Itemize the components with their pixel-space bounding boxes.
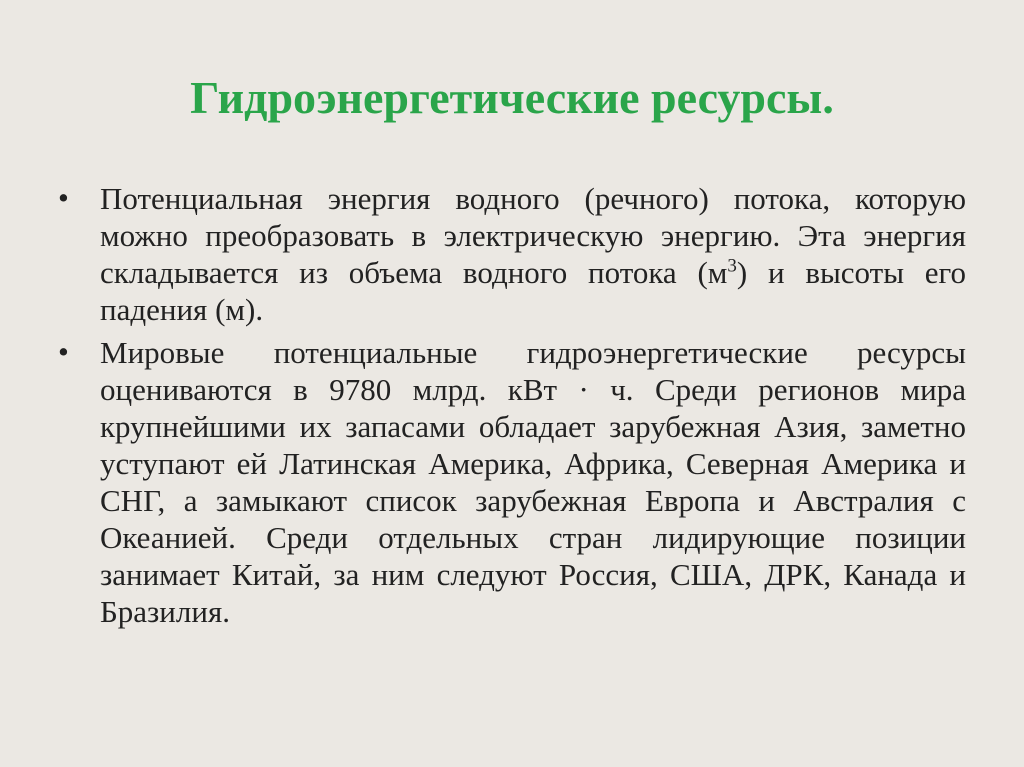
bullet-text-2: Мировые потенциальные гидроэнергетические ресурсы оцениваются в 9780 млрд. кВт · ч. Среди регионов мира крупнейшими их запасами обладает зарубежная Азия, заметно уступают ей Латинская Америка, Африка, Северная Америка и СНГ, а замыкают список зарубежная Европа и Австралия с Океанией. Среди отдельных стран лидирующие позиции занимает Китай, за ним следуют Россия, США, ДРК, Канада и Бразилия. (100, 335, 966, 629)
superscript-cubed: 3 (727, 255, 737, 277)
bullet-text-1-part-1: Потенциальная энергия водного (речного) потока, которую можно преобразовать в электрическую энергию. Эта энергия складывается из объема водного потока (м (100, 181, 966, 290)
bullet-icon: • (58, 180, 69, 215)
slide-title: Гидроэнергетические ресурсы. (190, 72, 834, 123)
bullet-text-1 (100, 180, 966, 328)
bullet-item-2 (58, 334, 966, 630)
bullet-item-1 (58, 180, 966, 328)
bullet-icon: • (58, 334, 69, 369)
bullet-text-1-part-2: ) и высоты его падения (м). (100, 255, 966, 327)
bullet-list (58, 180, 966, 636)
